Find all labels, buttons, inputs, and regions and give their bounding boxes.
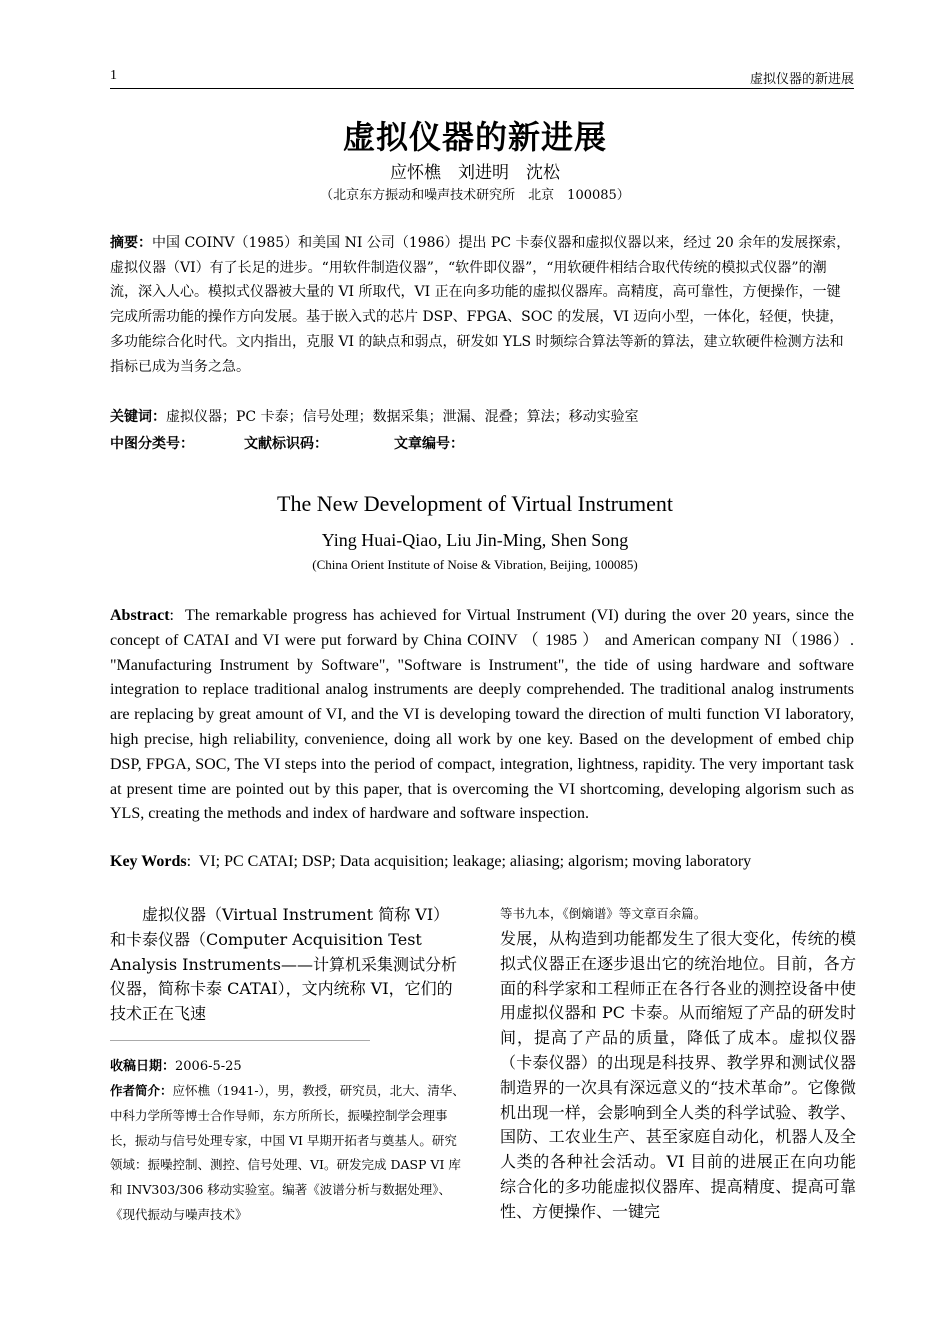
abstract-cn-label: 摘要： [110,235,152,251]
received-date-value: 2006-5-25 [175,1059,242,1074]
header-rule [110,88,854,89]
abstract-cn-text: 中国 COINV（1985）和美国 NI 公司（1986）提出 PC 卡泰仪器和虚拟仪器以来，经过 20 余年的发展探索，虚拟仪器（VI）有了长足的进步。“用软件制造仪器”，“软件即仪器”，“用软硬件相结合取代传统的模拟式仪器”的潮流，深入人心。模拟式仪器被大量的 VI 所取代，VI 正在向多功能的虚拟仪器库。高精度，高可靠性，方便操作，一键完成所需功能的操作方向发展。基于嵌入式的芯片 DSP、FPGA、SOC 的发展，VI 迈向小型，一体化，轻便，快捷，多功能综合化时代。文内指出，克服 VI 的缺点和弱点，研发如 YLS 时频综合算法等新的算法，建立软硬件检测方法和指标已成为当务之急。 [110,235,851,375]
bio-text: 应怀樵（1941-），男，教授，研究员，北大、清华、中科力学所等博士合作导师，东方所所长，振噪控制学会理事长，振动与信号处理专家，中国 VI 早期开拓者与奠基人。研究领域：振噪控制、测控、信号处理、VI。研发完成 DASP VI 库和 INV303/306 移动实验室。编著《波谱分析与数据处理》、《现代振动与噪声技术》 [110,1083,465,1222]
keywords-cn-label: 关键词： [110,409,166,425]
authors-cn: 应怀樵 刘进明 沈松 [390,163,560,183]
classification-line [110,433,464,453]
keywords-en-text: VI; PC CATAI; DSP; Data acquisition; leakage; aliasing; algorism; moving laboratory [198,853,752,870]
footnote-rule [110,1040,370,1041]
affiliation-cn: （北京东方振动和噪声技术研究所 北京 100085） [320,188,630,203]
keywords-en-label: Key Words [110,853,187,870]
abstract-en-label: Abstract [110,607,170,624]
bio-label: 作者简介： [110,1083,173,1098]
affiliation-en: (China Orient Institute of Noise & Vibration, Beijing, 100085) [312,557,638,572]
author-bio [110,1079,466,1228]
abstract-cn [110,231,854,379]
body-left-column: 虚拟仪器（Virtual Instrument 简称 VI）和卡泰仪器（Computer Acquisition Test Analysis Instruments——计算机采集测试分析仪器，简称卡泰 CATAI），文内统称 VI，它们的技术正在飞速 [110,905,457,1024]
abstract-en: Abstract: The remarkable progress has achieved for Virtual Instrument (VI) during the over 20 years, since the concept of CATAI and VI were put forward by China COINV （ 1985 ） and American company NI（1986）. "Manufacturing Instrument by Software", "Software is Instrument", the tide of using hardware and software integration to replace traditional analog instruments are deeply comprehended. The traditional analog instruments are replacing by great amount of VI, and the VI is developing toward the direction of multi function VI laboratory, high precise, high reliability, convenience, doing all work by one key. Based on the development of embed chip DSP, FPGA, SOC, The VI steps into the period of compact, integration, lightness, rapidity. The very important task at present time are pointed out by this paper, that is overcoming the VI shortcoming, developing algorism such as YLS, creating the methods and index of hardware and software inspection. [110,607,855,823]
page-number: 1 [110,68,117,83]
author-bio-continued: 等书九本，《倒熵谱》等文章百余篇。 [500,906,707,921]
doc-code-label: 文献标识码： [244,436,328,452]
title-cn: 虚拟仪器的新进展 [342,118,607,156]
article-no-label: 文章编号： [394,436,464,452]
keywords-en: Key Words: VI; PC CATAI; DSP; Data acquisition; leakage; aliasing; algorism; moving laboratory [110,853,752,870]
running-title: 虚拟仪器的新进展 [749,72,854,87]
received-date [110,1055,242,1074]
keywords-cn [110,405,854,430]
keywords-cn-text: 虚拟仪器；PC 卡泰；信号处理；数据采集；泄漏、混叠；算法；移动实验室 [166,409,639,425]
authors-en: Ying Huai-Qiao, Liu Jin-Ming, Shen Song [321,530,629,550]
abstract-en-text: The remarkable progress has achieved for Virtual Instrument (VI) during the over 20 years, since the concept of CATAI and VI were put forward by China COINV （ 1985 ） and American company NI（1986）. "Manufacturing Instrument by Software", "Software is Instrument", the tide of using hardware and software integration to replace traditional analog instruments are deeply comprehended. The traditional analog instruments are replacing by great amount of VI, and the VI is developing toward the direction of multi function VI laboratory, high precise, high reliability, convenience, doing all work by one key. Based on the development of embed chip DSP, FPGA, SOC, The VI steps into the period of compact, integration, lightness, rapidity. The very important task at present time are pointed out by this paper, that is overcoming the VI shortcoming, developing algorism such as YLS, creating the methods and index of hardware and software inspection. [110,607,855,823]
body-right-column: 发展，从构造到功能都发生了很大变化，传统的模拟式仪器正在逐步退出它的统治地位。目前，各方面的科学家和工程师正在各行各业的测控设备中使用虚拟仪器和 PC 卡泰。从而缩短了产品的研发时间，提高了产品的质量，降低了成本。虚拟仪器（卡泰仪器）的出现是科技界、教学界和测试仪器制造界的一次具有深远意义的“技术革命”。它像微机出现一样，会影响到全人类的科学试验、教学、国防、工农业生产、甚至家庭自动化，机器人及全人类的各种社会活动。VI 目前的进展正在向功能综合化的多功能虚拟仪器库、提高精度、提高可靠性、方便操作、一键完 [500,929,856,1221]
title-en: The New Development of Virtual Instrument [277,491,673,516]
clc-label: 中图分类号： [110,436,194,452]
received-label: 收稿日期： [110,1059,176,1074]
